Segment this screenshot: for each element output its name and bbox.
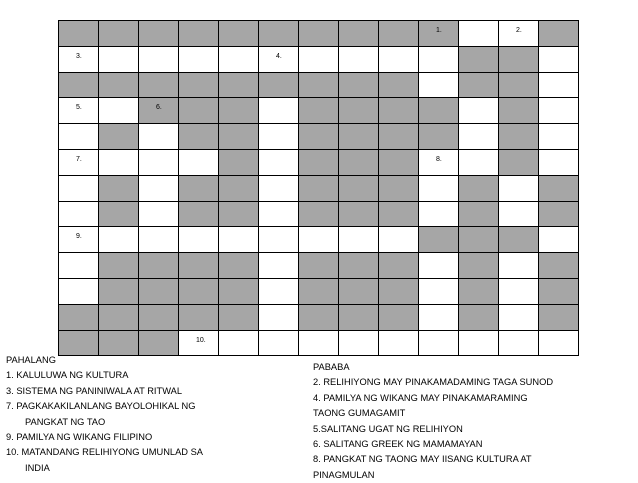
grid-cell-shaded: [179, 98, 219, 124]
grid-cell-blank[interactable]: [259, 98, 299, 124]
grid-cell-blank[interactable]: [499, 202, 539, 228]
grid-cell-shaded: [339, 176, 379, 202]
grid-cell-blank[interactable]: [59, 98, 99, 124]
grid-cell-blank[interactable]: [539, 331, 579, 357]
grid-cell-shaded: [539, 176, 579, 202]
down-clue-continued: TAONG GUMAGAMIT: [313, 408, 406, 419]
grid-cell-blank[interactable]: [259, 227, 299, 253]
down-heading: PABABA: [313, 362, 350, 372]
grid-cell-blank[interactable]: [259, 47, 299, 73]
grid-cell-shaded: [59, 21, 99, 47]
grid-cell-blank[interactable]: [99, 150, 139, 176]
grid-cell-shaded: [339, 150, 379, 176]
grid-cell-shaded: [379, 21, 419, 47]
grid-cell-shaded: [299, 305, 339, 331]
grid-cell-shaded: [379, 150, 419, 176]
grid-cell-shaded: [299, 124, 339, 150]
grid-cell-shaded: [99, 253, 139, 279]
across-heading: PAHALANG: [6, 355, 56, 365]
grid-cell-shaded: [459, 227, 499, 253]
grid-cell-shaded: [219, 124, 259, 150]
grid-cell-blank[interactable]: [259, 253, 299, 279]
grid-cell-blank[interactable]: [459, 21, 499, 47]
down-clue: 4. PAMILYA NG WIKANG MAY PINAKAMARAMING: [313, 392, 528, 403]
grid-cell-shaded: [259, 73, 299, 99]
grid-cell-shaded: [179, 202, 219, 228]
grid-cell-blank[interactable]: [419, 279, 459, 305]
clue-number: 5.: [76, 104, 82, 112]
grid-cell-blank[interactable]: [419, 176, 459, 202]
grid-cell-shaded: [339, 73, 379, 99]
grid-cell-shaded: [219, 73, 259, 99]
grid-cell-blank[interactable]: [539, 98, 579, 124]
grid-cell-shaded: [259, 21, 299, 47]
across-clue: 3. SISTEMA NG PANINIWALA AT RITWAL: [6, 385, 182, 396]
grid-cell-shaded: [459, 253, 499, 279]
clue-number: 10.: [196, 336, 206, 344]
down-clue-continued: PINAGMULAN: [313, 469, 375, 480]
clue-number: 8.: [436, 155, 442, 163]
across-clue: 7. PAGKAKAKILANLANG BAYOLOHIKAL NG: [6, 401, 196, 412]
grid-cell-blank[interactable]: [419, 150, 459, 176]
grid-cell-shaded: [219, 253, 259, 279]
grid-cell-shaded: [179, 305, 219, 331]
grid-cell-shaded: [99, 305, 139, 331]
grid-cell-shaded: [139, 253, 179, 279]
grid-cell-shaded: [499, 98, 539, 124]
grid-cell-blank[interactable]: [539, 73, 579, 99]
clue-number: 7.: [76, 155, 82, 163]
grid-cell-shaded: [99, 176, 139, 202]
grid-cell-blank[interactable]: [339, 331, 379, 357]
grid-cell-blank[interactable]: [459, 150, 499, 176]
grid-cell-shaded: [339, 305, 379, 331]
grid-cell-shaded: [339, 253, 379, 279]
grid-cell-shaded: [339, 98, 379, 124]
grid-cell-shaded: [179, 73, 219, 99]
across-clue-continued: PANGKAT NG TAO: [25, 416, 106, 427]
grid-cell-blank[interactable]: [139, 202, 179, 228]
grid-cell-shaded: [459, 176, 499, 202]
grid-cell-shaded: [379, 253, 419, 279]
grid-cell-shaded: [379, 98, 419, 124]
grid-cell-blank[interactable]: [499, 176, 539, 202]
grid-cell-blank[interactable]: [99, 47, 139, 73]
grid-cell-blank[interactable]: [139, 124, 179, 150]
grid-cell-blank[interactable]: [139, 47, 179, 73]
grid-cell-blank[interactable]: [59, 279, 99, 305]
grid-cell-shaded: [379, 305, 419, 331]
grid-cell-blank[interactable]: [499, 279, 539, 305]
grid-cell-blank[interactable]: [419, 73, 459, 99]
grid-cell-shaded: [179, 176, 219, 202]
grid-cell-blank[interactable]: [59, 124, 99, 150]
grid-cell-shaded: [179, 253, 219, 279]
down-clue: 2. RELIHIYONG MAY PINAKAMADAMING TAGA SUNOD: [313, 377, 554, 388]
grid-cell-blank[interactable]: [99, 98, 139, 124]
grid-cell-shaded: [419, 227, 459, 253]
across-clues: [6, 353, 203, 476]
grid-cell-shaded: [179, 279, 219, 305]
grid-cell-shaded: [59, 305, 99, 331]
grid-cell-shaded: [179, 124, 219, 150]
grid-cell-blank[interactable]: [499, 21, 539, 47]
grid-cell-shaded: [339, 279, 379, 305]
grid-cell-shaded: [139, 305, 179, 331]
across-clue-continued: INDIA: [25, 462, 50, 473]
grid-cell-blank[interactable]: [259, 279, 299, 305]
grid-cell-blank[interactable]: [179, 47, 219, 73]
grid-cell-shaded: [219, 202, 259, 228]
clue-number: 2.: [516, 27, 522, 34]
grid-cell-shaded: [219, 305, 259, 331]
grid-cell-blank[interactable]: [59, 227, 99, 253]
grid-cell-shaded: [499, 150, 539, 176]
across-clue: 10. MATANDANG RELIHIYONG UMUNLAD SA: [6, 447, 203, 458]
grid-cell-blank[interactable]: [539, 124, 579, 150]
grid-cell-shaded: [139, 279, 179, 305]
grid-cell-shaded: [459, 279, 499, 305]
across-clue: 1. KALULUWA NG KULTURA: [6, 370, 129, 381]
clue-number: 9.: [76, 233, 82, 241]
grid-cell-shaded: [539, 305, 579, 331]
grid-cell-blank[interactable]: [259, 176, 299, 202]
grid-cell-blank[interactable]: [59, 150, 99, 176]
grid-cell-blank[interactable]: [299, 227, 339, 253]
grid-cell-shaded: [459, 47, 499, 73]
grid-cell-blank[interactable]: [139, 176, 179, 202]
grid-cell-blank[interactable]: [339, 47, 379, 73]
grid-cell-blank[interactable]: [59, 176, 99, 202]
grid-cell-shaded: [539, 202, 579, 228]
grid-cell-blank[interactable]: [219, 331, 259, 357]
grid-cell-blank[interactable]: [219, 227, 259, 253]
grid-cell-blank[interactable]: [459, 98, 499, 124]
grid-cell-shaded: [219, 21, 259, 47]
grid-cell-blank[interactable]: [259, 202, 299, 228]
grid-cell-blank[interactable]: [259, 305, 299, 331]
grid-cell-shaded: [219, 176, 259, 202]
grid-cell-shaded: [499, 47, 539, 73]
grid-cell-blank[interactable]: [59, 47, 99, 73]
grid-cell-shaded: [139, 21, 179, 47]
grid-cell-blank[interactable]: [299, 331, 339, 357]
grid-cell-shaded: [299, 253, 339, 279]
grid-cell-shaded: [539, 21, 579, 47]
crossword-grid: [58, 20, 579, 356]
grid-cell-shaded: [379, 202, 419, 228]
grid-cell-shaded: [299, 279, 339, 305]
grid-cell-shaded: [499, 227, 539, 253]
grid-cell-shaded: [339, 124, 379, 150]
grid-cell-shaded: [299, 150, 339, 176]
grid-cell-shaded: [499, 124, 539, 150]
grid-cell-shaded: [419, 21, 459, 47]
grid-cell-blank[interactable]: [259, 331, 299, 357]
grid-cell-blank[interactable]: [499, 253, 539, 279]
grid-cell-blank[interactable]: [499, 331, 539, 357]
grid-cell-shaded: [299, 98, 339, 124]
grid-cell-shaded: [179, 21, 219, 47]
grid-cell-blank[interactable]: [99, 227, 139, 253]
grid-cell-shaded: [219, 150, 259, 176]
grid-cell-shaded: [299, 202, 339, 228]
grid-cell-shaded: [379, 124, 419, 150]
grid-cell-shaded: [419, 98, 459, 124]
grid-cell-shaded: [539, 279, 579, 305]
grid-cell-shaded: [299, 73, 339, 99]
grid-cell-shaded: [139, 98, 179, 124]
grid-cell-blank[interactable]: [539, 227, 579, 253]
grid-cell-blank[interactable]: [339, 227, 379, 253]
grid-cell-shaded: [379, 176, 419, 202]
grid-cell-shaded: [99, 279, 139, 305]
grid-cell-shaded: [99, 124, 139, 150]
across-clue: 9. PAMILYA NG WIKANG FILIPINO: [6, 432, 153, 443]
grid-cell-shaded: [339, 202, 379, 228]
grid-cell-blank[interactable]: [59, 202, 99, 228]
grid-cell-blank[interactable]: [419, 331, 459, 357]
grid-cell-shaded: [99, 202, 139, 228]
grid-cell-blank[interactable]: [459, 331, 499, 357]
grid-cell-shaded: [99, 73, 139, 99]
grid-cell-blank[interactable]: [499, 305, 539, 331]
grid-cell-blank[interactable]: [299, 47, 339, 73]
grid-cell-shaded: [299, 176, 339, 202]
grid-cell-blank[interactable]: [219, 47, 259, 73]
grid-cell-blank[interactable]: [259, 150, 299, 176]
clue-number: 4.: [276, 52, 282, 60]
grid-cell-shaded: [139, 73, 179, 99]
clue-number: 6.: [156, 104, 162, 112]
grid-cell-blank[interactable]: [379, 227, 419, 253]
grid-cell-blank[interactable]: [419, 305, 459, 331]
down-clue: 5.SALITANG UGAT NG RELIHIYON: [313, 423, 463, 434]
grid-cell-shaded: [219, 98, 259, 124]
down-clue: 6. SALITANG GREEK NG MAMAMAYAN: [313, 439, 483, 450]
grid-cell-blank[interactable]: [59, 253, 99, 279]
grid-cell-shaded: [379, 73, 419, 99]
grid-cell-blank[interactable]: [139, 227, 179, 253]
grid-cell-blank[interactable]: [539, 150, 579, 176]
grid-cell-shaded: [459, 73, 499, 99]
grid-cell-shaded: [99, 21, 139, 47]
grid-cell-shaded: [499, 73, 539, 99]
grid-cell-shaded: [419, 124, 459, 150]
grid-cell-blank[interactable]: [179, 150, 219, 176]
grid-cell-blank[interactable]: [379, 47, 419, 73]
clue-number: 3.: [76, 52, 82, 60]
grid-cell-blank[interactable]: [419, 47, 459, 73]
grid-cell-blank[interactable]: [419, 202, 459, 228]
grid-cell-shaded: [59, 73, 99, 99]
grid-cell-shaded: [379, 279, 419, 305]
down-clues: [313, 360, 553, 483]
grid-cell-shaded: [459, 305, 499, 331]
grid-cell-blank[interactable]: [259, 124, 299, 150]
grid-cell-shaded: [219, 279, 259, 305]
grid-cell-shaded: [299, 21, 339, 47]
grid-cell-shaded: [339, 21, 379, 47]
grid-cell-blank[interactable]: [379, 331, 419, 357]
grid-cell-blank[interactable]: [459, 124, 499, 150]
grid-cell-shaded: [539, 253, 579, 279]
down-clue: 8. PANGKAT NG TAONG MAY IISANG KULTURA AT: [313, 454, 532, 465]
grid-cell-blank[interactable]: [179, 227, 219, 253]
grid-cell-blank[interactable]: [139, 150, 179, 176]
clue-number: 1.: [436, 27, 442, 34]
grid-cell-blank[interactable]: [539, 47, 579, 73]
grid-cell-shaded: [459, 202, 499, 228]
grid-cell-blank[interactable]: [419, 253, 459, 279]
